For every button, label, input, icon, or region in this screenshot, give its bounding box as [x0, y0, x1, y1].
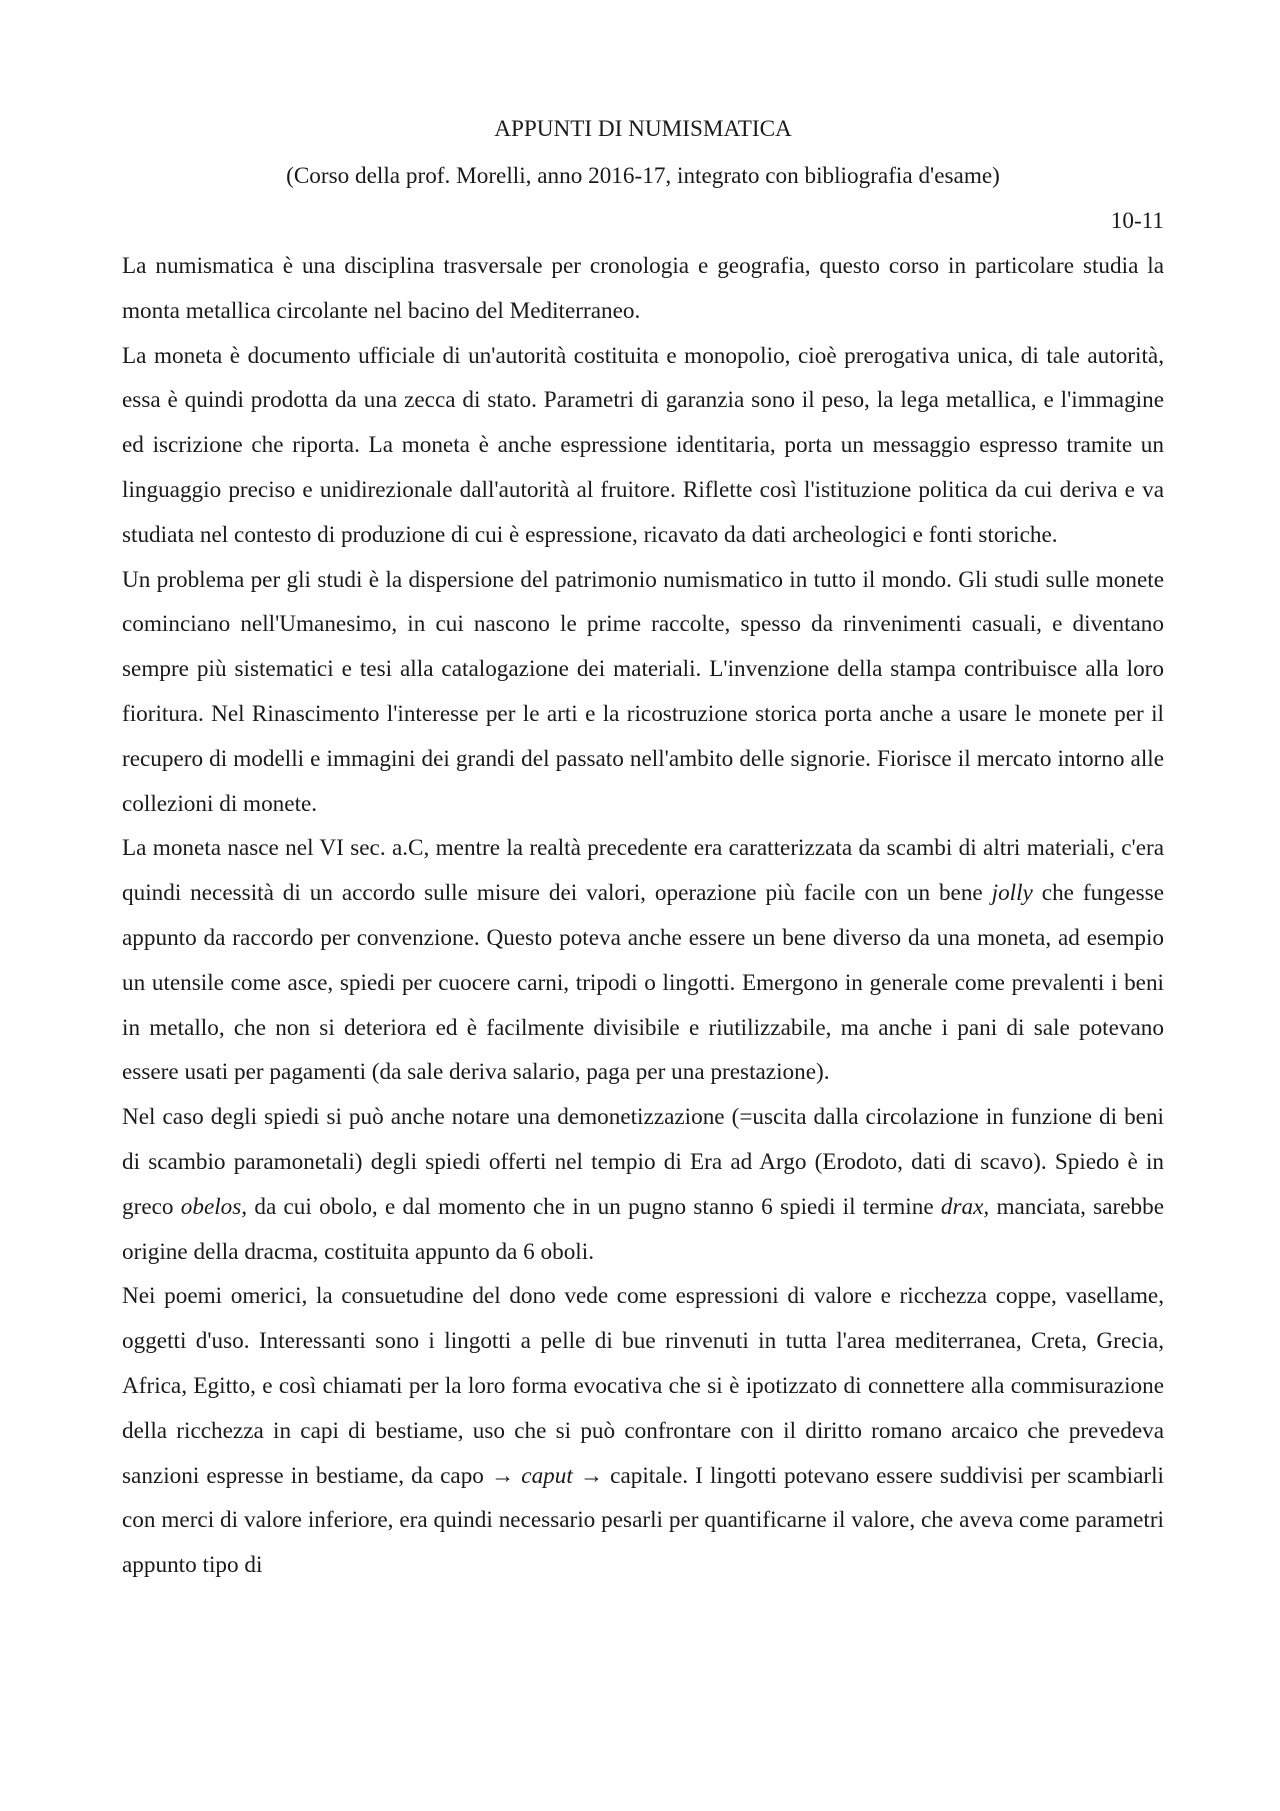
text-segment: La moneta è documento ufficiale di un'autorità costituita e monopolio, cioè prerogativa unica, di tale autorità, essa è quindi prodotta da una zecca di stato. Parametri di garanzia sono il peso, la lega metallica, e l'immagine ed iscrizione che riporta. La moneta è anche espressione identitaria, porta un messaggio espresso tramite un linguaggio preciso e unidirezionale dall'autorità al fruitore. Riflette così l'istituzione politica da cui deriva e va studiata nel contesto di produzione di cui è espressione, ricavato da dati archeologici e fonti storiche. — [122, 342, 1164, 548]
text-segment: La moneta nasce nel VI sec. a.C, mentre la realtà precedente era caratterizzata da scambi di altri materiali, c'era quindi necessità di un accordo sulle misure dei valori, operazione più facile con un bene — [122, 835, 1164, 907]
body-text — [122, 244, 1164, 1588]
paragraph — [122, 334, 1164, 558]
paragraph — [122, 826, 1164, 1095]
italic-term: jolly — [991, 880, 1033, 907]
italic-term: drax, — [940, 1193, 990, 1220]
italic-term: obelos, — [180, 1193, 248, 1220]
text-segment: che fungesse appunto da raccordo per convenzione. Questo poteva anche essere un bene diverso da una moneta, ad esempio un utensile come asce, spiedi per cuocere carni, tripodi o lingotti. Emergono in generale come prevalenti i beni in metallo, che non si deteriora ed è facilmente divisibile e riutilizzabile, ma anche i pani di sale potevano essere usati per pagamenti (da sale deriva salario, paga per una prestazione). — [122, 880, 1164, 1086]
document-page — [122, 116, 1164, 1588]
text-segment: Nei poemi omerici, la consuetudine del dono vede come espressioni di valore e ricchezza coppe, vasellame, oggetti d'uso. Interessanti sono i lingotti a pelle di bue rinvenuti in tutta l'area mediterranea, Creta, Grecia, Africa, Egitto, e così chiamati per la loro forma evocativa che si è ipotizzato di connettere alla commisurazione della ricchezza in capi di bestiame, uso che si può confrontare con il diritto romano arcaico che prevedeva sanzioni espresse in bestiame, da capo → — [122, 1283, 1164, 1489]
text-segment: → capitale. I lingotti potevano essere suddivisi per scambiarli con merci di valore inferiore, era quindi necessario pesarli per quantificarne il valore, che aveva come parametri appunto tipo di — [122, 1462, 1164, 1579]
text-segment: manciata, sarebbe origine della dracma, costituita appunto da 6 oboli. — [122, 1193, 1164, 1265]
text-segment: Nel caso degli spiedi si può anche notare una demonetizzazione (=uscita dalla circolazione in funzione di beni di scambio paramonetali) degli spiedi offerti nel tempio di Era ad Argo (Erodoto, dati di scavo). Spiedo è in greco — [122, 1104, 1164, 1220]
paragraph — [122, 1095, 1164, 1274]
paragraph — [122, 558, 1164, 827]
document-subtitle: (Corso della prof. Morelli, anno 2016-17, integrato con bibliografia d'esame) — [286, 163, 1000, 189]
paragraph — [122, 244, 1164, 334]
paragraph — [122, 1274, 1164, 1588]
text-segment: La numismatica è una disciplina trasversale per cronologia e geografia, questo corso in particolare studia la monta metallica circolante nel bacino del Mediterraneo. — [122, 253, 1164, 324]
page-reference: 10-11 — [1110, 208, 1164, 234]
document-title: APPUNTI DI NUMISMATICA — [494, 116, 792, 142]
text-segment: Un problema per gli studi è la dispersione del patrimonio numismatico in tutto il mondo. Gli studi sulle monete cominciano nell'Umanesimo, in cui nascono le prime raccolte, spesso da rinvenimenti casuali, e diventano sempre più sistematici e tesi alla catalogazione dei materiali. L'invenzione della stampa contribuisce alla loro fioritura. Nel Rinascimento l'interesse per le arti e la ricostruzione storica porta anche a usare le monete per il recupero di modelli e immagini dei grandi del passato nell'ambito delle signorie. Fiorisce il mercato intorno alle collezioni di monete. — [122, 566, 1164, 817]
italic-term: caput — [521, 1462, 573, 1489]
text-segment: da cui obolo, e dal momento che in un pugno stanno 6 spiedi il termine — [247, 1193, 941, 1220]
